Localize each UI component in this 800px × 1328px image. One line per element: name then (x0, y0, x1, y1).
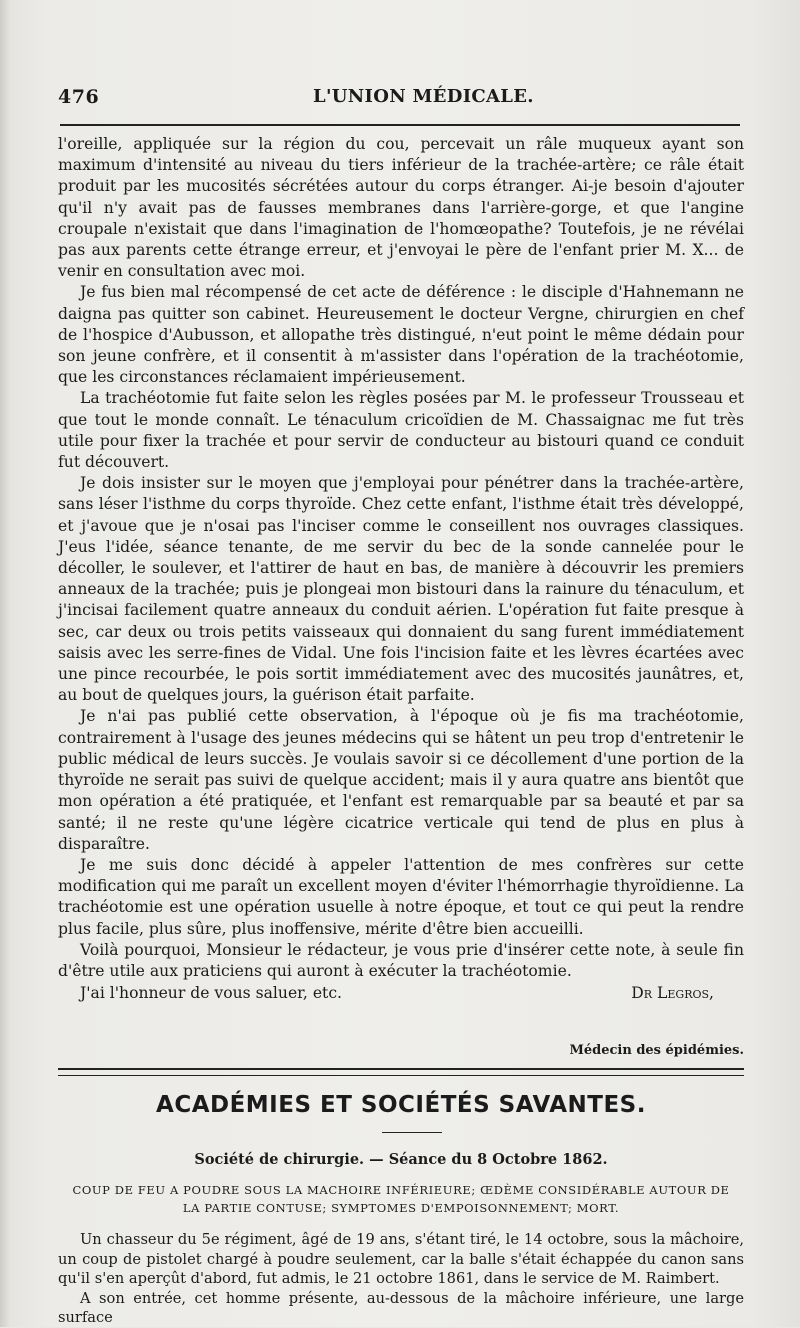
closing-formula: J'ai l'honneur de vous saluer, etc. (80, 984, 343, 1003)
section-divider (58, 1068, 744, 1076)
case-title (58, 1181, 744, 1217)
letter-paragraph: Je fus bien mal récompensé de cet acte de déférence : le disciple d'Hahnemann ne daigna pas quitter son cabinet. Heureusement le docteur Vergne, chirurgien en chef de l'hospice d'Aubusson, et allopathe très distingué, n'eut point le même dédain pour son jeune confrère, et il consentit à m'assister dans l'opération de la trachéotomie, que les circonstances réclamaient impérieusement. (58, 283, 744, 387)
header-rule (60, 124, 740, 126)
session-line: Société de chirurgie. — Séance du 8 Octobre 1862. (194, 1151, 608, 1168)
letter-paragraph: Je dois insister sur le moyen que j'employai pour pénétrer dans la trachée-artère, sans léser l'isthme du corps thyroïde. Chez cette enfant, l'isthme était très développé, et j'avoue que je n'osai pas l'inciser comme le conseillent nos ouvrages classiques. J'eus l'idée, séance tenante, de me servir du bec de la sonde cannelée pour le décoller, le soulever, et l'attirer de haut en bas, de manière à découvrir les premiers anneaux de la trachée; puis je plongeai mon bistouri dans la rainure du ténaculum, et j'incisai facilement quatre anneaux du conduit aérien. L'opération fut faite presque à sec, car deux ou trois petits vaisseaux qui donnaient du sang furent immédiatement saisis avec les serre-fines de Vidal. Une fois l'incision faite et les lèvres écartées avec une pince recourbée, le pois sortit immédiatement avec des mucosités jaunâtres, et, au bout de quelques jours, la guérison était parfaite. (58, 474, 744, 705)
section-heading: ACADÉMIES ET SOCIÉTÉS SAVANTES. (156, 1092, 646, 1118)
case-title-line: LA PARTIE CONTUSE; SYMPTOMES D'EMPOISONNEMENT; MORT. (182, 1201, 620, 1215)
case-paragraph: Un chasseur du 5e régiment, âgé de 19 ans, s'étant tiré, le 14 octobre, sous la mâchoire, un coup de pistolet chargé à poudre seulement, car la balle s'était échappée du canon sans qu'il s'en aperçût d'abord, fut admis, le 21 octobre 1861, dans le service de M. Raimbert. (58, 1231, 744, 1287)
letter-paragraph: La trachéotomie fut faite selon les règles posées par M. le professeur Trousseau et que tout le monde connaît. Le ténaculum cricoïdien de M. Chassaignac me fut très utile pour fixer la trachée et pour servir de conducteur au bistouri quand ce conduit fut découvert. (58, 389, 744, 472)
letter-paragraph: Je n'ai pas publié cette observation, à l'époque où je fis ma trachéotomie, contrairement à l'usage des jeunes médecins qui se hâtent un peu trop d'entretenir le public médical de leurs succès. Je voulais savoir si ce décollement d'une portion de la thyroïde ne serait pas suivi de quelque accident; mais il y aura quatre ans bientôt que mon opération a été pratiquée, et l'enfant est remarquable par sa beauté et par sa santé; il ne reste qu'une légère cicatrice verticale qui tend de plus en plus à disparaître. (58, 707, 744, 853)
heading-underline (382, 1132, 442, 1133)
signature-line (58, 983, 744, 1004)
page-edge-shadow (0, 0, 10, 1327)
letter-body (58, 134, 744, 1004)
letter-paragraph: Je me suis donc décidé à appeler l'attention de mes confrères sur cette modification qui me paraît un excellent moyen d'éviter l'hémorrhagie thyroïdienne. La trachéotomie est une opération usuelle à notre époque, et tout ce qui peut la rendre plus facile, plus sûre, plus inoffensive, mérite d'être bien accueilli. (58, 855, 744, 938)
page-header (58, 86, 744, 114)
letter-paragraph: Voilà pourquoi, Monsieur le rédacteur, je vous prie d'insérer cette note, à seule fin d'être utile aux praticiens qui auront à exécuter la trachéotomie. (58, 940, 744, 980)
signature-role: Médecin des épidémies. (569, 1043, 744, 1058)
case-body (58, 1230, 744, 1328)
signature-name: Dr Legros, (631, 984, 714, 1003)
running-title: L'UNION MÉDICALE. (313, 86, 534, 107)
letter-paragraph: l'oreille, appliquée sur la région du cou, percevait un râle muqueux ayant son maximum d'intensité au niveau du tiers inférieur de la trachée-artère; ce râle était produit par les mucosités sécrétées autour du corps étranger. Ai-je besoin d'ajouter qu'il n'y avait pas de fausses membranes dans l'arrière-gorge, et que l'angine croupale n'existait que dans l'imagination de l'homœopathe? Toutefois, je ne révélai pas aux parents cette étrange erreur, et j'envoyai le père de l'enfant prier M. X... de venir en consultation avec moi. (58, 135, 744, 281)
case-title-line: COUP DE FEU A POUDRE SOUS LA MACHOIRE INFÉRIEURE; ŒDÈME CONSIDÉRABLE AUTOUR DE (72, 1183, 730, 1197)
case-paragraph: A son entrée, cet homme présente, au-dessous de la mâchoire inférieure, une large surface (58, 1289, 744, 1326)
page-number: 476 (58, 86, 100, 108)
